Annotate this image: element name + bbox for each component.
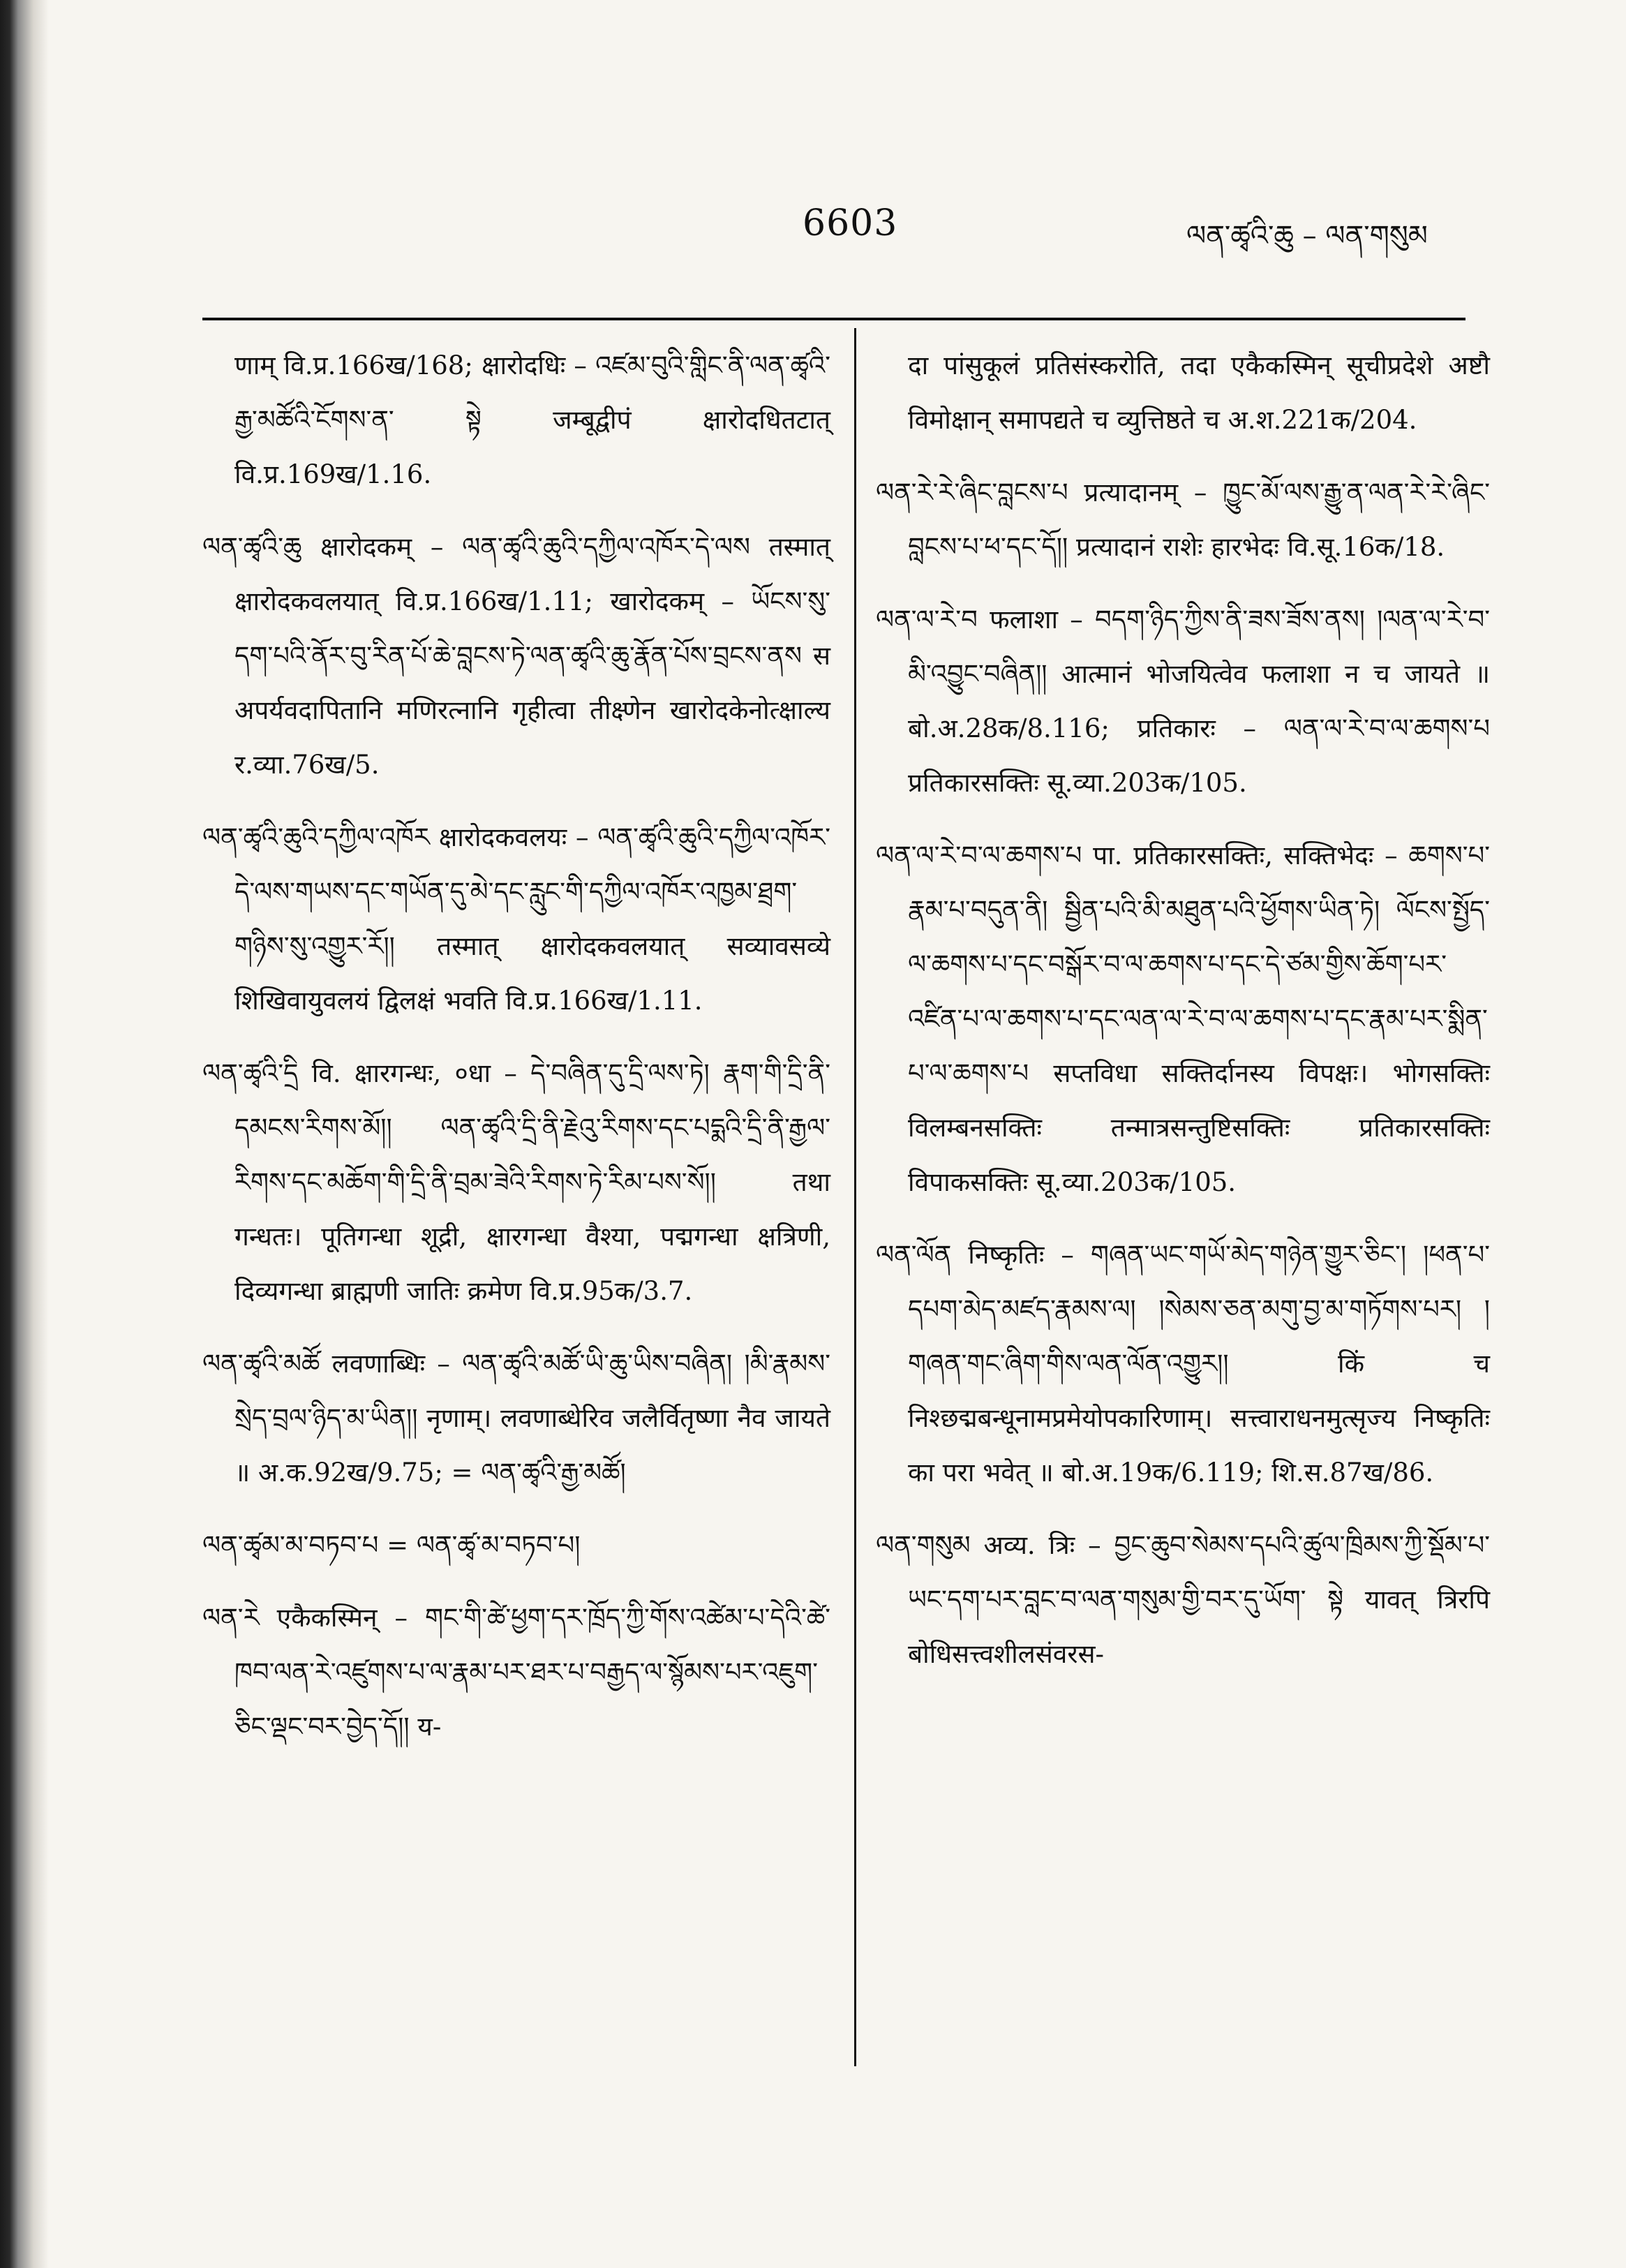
dictionary-entry: ལན་གསུམ अव्य. त्रिः – བྱང་ཆུབ་སེམས་དཔའི་ཚུལ་ཁྲིམས་ཀྱི་སྡོམ་པ་ཡང་དག་པར་བླང་བ་ལན་གསུམ་གྱི་བར་དུ་ཡོག་ སྟེ यावत् त्रिरपि बोधिसत्त्वशीलसंवरस- — [876, 1530, 1490, 1669]
column-divider — [854, 328, 856, 2066]
dictionary-entry: णाम् वि.प्र.166ख/168; क्षारोदधिः – འཛམ་བུའི་གླིང་ནི་ལན་ཚྭའི་རྒྱ་མཚོའི་ངོགས་ན་ སྟེ जम्बूद्वीपं क्षारोदधितटात् वि.प्र.169ख/1.16. — [234, 350, 830, 489]
dictionary-entry: ལན་རེ་རེ་ཞིང་བླངས་པ प्रत्यादानम् – ཁྱུང་མོ་ལས་རྒྱུ་ན་ལན་རེ་རེ་ཞིང་བླངས་པ་ཕ་དང་དོ།། प्रत्यादानं राशेः हारभेदः वि.सू.16क/18. — [876, 477, 1490, 562]
dictionary-entry: ལན་ཚྭའི་ཆུའི་དཀྱིལ་འཁོར क्षारोदकवलयः – ལན་ཚྭའི་ཆུའི་དཀྱིལ་འཁོར་དེ་ལས་གཡས་དང་གཡོན་དུ་མེ་དང་རླུང་གི་དཀྱིལ་འཁོར་འཁྱམ་ཐྲག་གཉིས་སུ་འགྱུར་རོ།། तस्मात् क्षारोदकवलयात् सव्यावसव्ये शिखिवायुवलयं द्विलक्षं भवति वि.प्र.166ख/1.11. — [202, 822, 830, 1016]
dictionary-entry: ལན་རེ एकैकस्मिन् – གང་གི་ཚེ་ཕྱག་དར་ཁྲོད་ཀྱི་གོས་འཚེམ་པ་དེའི་ཚེ་ཁབ་ལན་རེ་འཛུགས་པ་ལ་རྣམ་པར་ཐར་པ་བརྒྱད་ལ་སྙོམས་པར་འཇུག་ཅིང་ལྡང་བར་བྱེད་དོ།། य- — [202, 1603, 830, 1742]
running-head: ལན་ཚྭའི་ཆུ – ལན་གསུམ — [1186, 220, 1428, 252]
dictionary-entry: ལན་ཚྭའི་མཚོ लवणाब्धिः – ལན་ཚྭའི་མཚོ་ཡི་ཆུ་ཡིས་བཞིན། །མི་རྣམས་སྲེད་བྲལ་ཉིད་མ་ཡིན།། नृणाम्। लवणाब्धेरिव जलैर्वितृष्णा नैव जायते ॥ अ.क.92ख/9.75; = ལན་ཚྭའི་རྒྱ་མཚོ། — [202, 1349, 830, 1488]
dictionary-entry: ལན་ཚྭམ་མ་བཏབ་པ = ལན་ཚྭ་མ་བཏབ་པ། — [202, 1530, 581, 1560]
dictionary-entry: ལན་ལ་རེ་བ फलाशा – བདག་ཉིད་ཀྱིས་ནི་ཟས་ཟོས་ནས། །ལན་ལ་རེ་བ་མི་འབྱུང་བཞིན།། आत्मानं भोजयित्वेव फलाशा न च जायते ॥ बो.अ.28क/8.116; प्रतिकारः – ལན་ལ་རེ་བ་ལ་ཆགས་པ प्रतिकारसक्तिः सू.व्या.203क/105. — [876, 605, 1490, 798]
page-number: 6603 — [803, 202, 898, 244]
dictionary-entry: ལན་ཚྭའི་དྲི वि. क्षारगन्धः, ०धा – དེ་བཞིན་དུ་དྲི་ལས་ཏེ། རྣག་གི་དྲི་ནི་དམངས་རིགས་མོ།། ལན་ཚྭའི་དྲི་ནི་རྗེའུ་རིགས་དང་པདྨའི་དྲི་ནི་རྒྱལ་རིགས་དང་མཆོག་གི་དྲི་ནི་བྲམ་ཟེའི་རིགས་ཏེ་རིམ་པས་སོ།། तथा गन्धतः। पूतिगन्धा शूद्री, क्षारगन्धा वैश्या, पद्मगन्धा क्षत्रिणी, दिव्यगन्धा ब्राह्मणी जातिः क्रमेण वि.प्र.95क/3.7. — [202, 1058, 830, 1306]
dictionary-entry: ལན་ལོན निष्कृतिः – གཞན་ཡང་གཡོ་མེད་གཉེན་གྱུར་ཅིང་། །ཕན་པ་དཔག་མེད་མཛད་རྣམས་ལ། །སེམས་ཅན་མགུ་བྱ་མ་གཏོགས་པར། །གཞན་གང་ཞིག་གིས་ལན་ལོན་འགྱུར།། किं च निश्छद्मबन्धूनामप्रमेयोपकारिणाम्। सत्त्वाराधनमुत्सृज्य निष्कृतिः का परा भवेत् ॥ बो.अ.19क/6.119; शि.स.87ख/86. — [876, 1240, 1490, 1488]
left-column — [202, 339, 830, 1772]
dictionary-entry: ལན་ཚྭའི་ཆུ क्षारोदकम् – ལན་ཚྭའི་ཆུའི་དཀྱིལ་འཁོར་དེ་ལས तस्मात् क्षारोदकवलयात् वि.प्र.166ख/1.11; खारोदकम् – ཡོངས་སུ་དག་པའི་ནོར་བུ་རིན་པོ་ཆེ་བླངས་ཏེ་ལན་ཚྭའི་ཆུ་རྣོན་པོས་བྲངས་ནས स अपर्यवदापितानि मणिरत्नानि गृहीत्वा तीक्ष्णेन खारोदकेनोत्क्षाल्य र.व्या.76ख/5. — [202, 532, 830, 780]
header-rule — [202, 318, 1465, 320]
dictionary-entry: दा पांसुकूलं प्रतिसंस्करोति, तदा एकैकस्मिन् सूचीप्रदेशे अष्टौ विमोक्षान् समापद्यते च व्युत्तिष्ठते च अ.श.221क/204. — [908, 350, 1490, 435]
scan-binding-edge — [0, 0, 49, 2268]
dictionary-entry: ལན་ལ་རེ་བ་ལ་ཆགས་པ पा. प्रतिकारसक्तिः, सक्तिभेदः – ཆགས་པ་རྣམ་པ་བདུན་ནི། སྦྱིན་པའི་མི་མཐུན་པའི་ཕྱོགས་ཡིན་ཏེ། ལོངས་སྤྱོད་ལ་ཆགས་པ་དང་བསྒོར་བ་ལ་ཆགས་པ་དང་དེ་ཙམ་གྱིས་ཆོག་པར་འཛིན་པ་ལ་ཆགས་པ་དང་ལན་ལ་རེ་བ་ལ་ཆགས་པ་དང་རྣམ་པར་སྨིན་པ་ལ་ཆགས་པ सप्तविधा सक्तिर्दानस्य विपक्षः। भोगसक्तिः विलम्बनसक्तिः तन्मात्रसन्तुष्टिसक्तिः प्रतिकारसक्तिः विपाकसक्तिः सू.व्या.203क/105. — [876, 840, 1490, 1197]
right-column — [876, 339, 1490, 1700]
